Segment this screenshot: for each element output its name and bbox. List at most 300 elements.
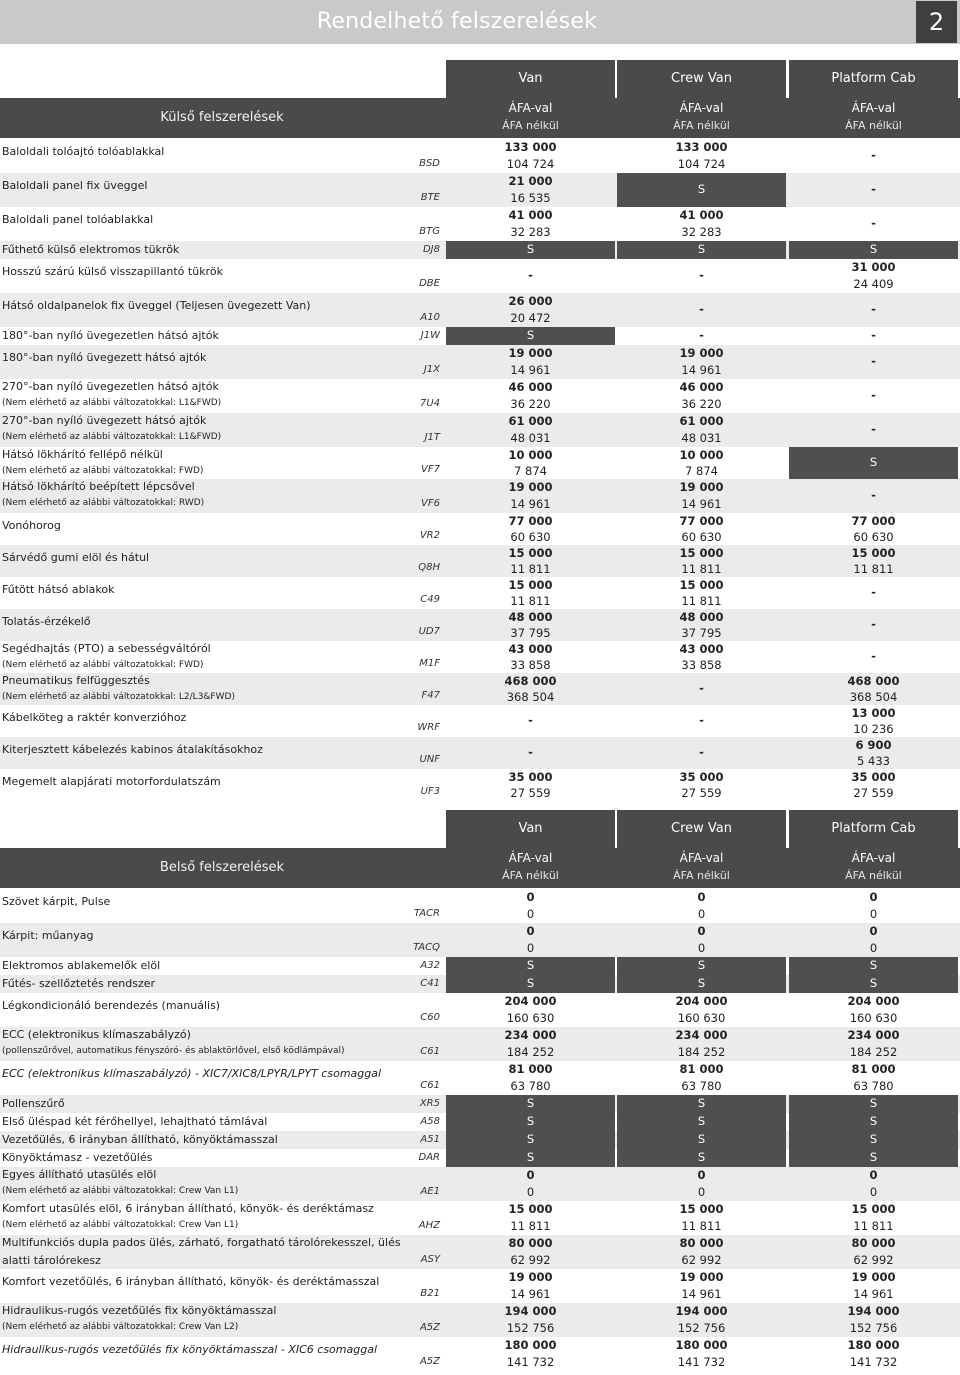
- equipment-row: [0, 1337, 960, 1371]
- price-without-vat: 32 283: [510, 225, 551, 239]
- price-without-vat: 160 630: [849, 1011, 898, 1025]
- option-code: F47: [421, 690, 440, 701]
- equipment-note: (pollenszűrővel, automatikus fényszóró- és ablaktörlővel, első ködlámpával): [2, 1046, 345, 1056]
- price-with-vat: 13 000: [851, 706, 896, 720]
- price-without-vat: 11 811: [510, 594, 551, 608]
- not-available-marker: -: [871, 617, 876, 631]
- price-without-vat: 0: [869, 907, 878, 921]
- price-with-vat: 0: [697, 890, 706, 904]
- equipment-name: Komfort utasülés elöl, 6 irányban állítható, könyök- és deréktámasz: [2, 1202, 374, 1215]
- equipment-note: (Nem elérhető az alábbi változatokkal: L2/L3&FWD): [2, 692, 235, 702]
- standard-marker: S: [526, 1096, 535, 1110]
- option-code: VF7: [421, 464, 440, 475]
- price-with-vat: 234 000: [847, 1028, 900, 1042]
- price-without-vat: 0: [526, 907, 535, 921]
- price-cell-crew-van: [617, 1235, 786, 1269]
- price-without-vat: 37 795: [510, 626, 551, 640]
- column-header-platform-cab: Platform Cab: [789, 810, 958, 848]
- price-with-vat: 10 000: [679, 448, 724, 462]
- price-without-vat: 368 504: [849, 690, 898, 704]
- price-without-vat: 0: [869, 941, 878, 955]
- equipment-name: Tolatás-érzékelő: [2, 615, 91, 628]
- price-cell-van: [446, 737, 615, 769]
- price-cell-crew-van: [617, 479, 786, 513]
- not-available-marker: -: [871, 302, 876, 316]
- equipment-note: (Nem elérhető az alábbi változatokkal: FWD): [2, 466, 204, 476]
- price-cell-van: [446, 889, 615, 923]
- option-code: J1W: [420, 330, 440, 341]
- price-without-vat: 11 811: [681, 1219, 722, 1233]
- price-without-vat: 60 630: [853, 530, 894, 544]
- price-with-vat: 180 000: [847, 1338, 900, 1352]
- equipment-row: [0, 673, 960, 705]
- price-cell-crew-van: [617, 139, 786, 173]
- page-number: 2: [916, 1, 957, 43]
- price-with-vat: 41 000: [679, 208, 724, 222]
- price-without-vat: 0: [697, 1185, 706, 1199]
- equipment-row: [0, 259, 960, 293]
- price-with-vat: 6 900: [855, 738, 892, 752]
- price-cell-crew-van: [617, 1113, 786, 1131]
- price-with-vat: 180 000: [675, 1338, 728, 1352]
- option-code: Q8H: [418, 562, 440, 573]
- without-vat-label: ÁFA nélkül: [673, 869, 730, 882]
- price-without-vat: 16 535: [510, 191, 551, 205]
- option-code: UD7: [418, 626, 440, 637]
- price-cell-platform-cab: [789, 923, 958, 957]
- price-without-vat: 368 504: [506, 690, 555, 704]
- price-with-vat: 19 000: [679, 480, 724, 494]
- price-cell-van: [446, 1095, 615, 1113]
- standard-marker: S: [869, 1150, 878, 1164]
- equipment-row: [0, 1095, 960, 1113]
- price-with-vat: 10 000: [508, 448, 553, 462]
- option-code: DJ8: [422, 244, 440, 255]
- price-with-vat: 19 000: [508, 480, 553, 494]
- option-code: TACQ: [413, 942, 440, 953]
- price-cell-crew-van: [617, 1201, 786, 1235]
- equipment-note: (Nem elérhető az alábbi változatokkal: RWD): [2, 498, 205, 508]
- price-cell-van: [446, 139, 615, 173]
- equipment-name: Komfort vezetőülés, 6 irányban állítható, könyök- és deréktámasszal: [2, 1275, 380, 1288]
- not-available-marker: -: [528, 713, 533, 727]
- option-code: WRF: [417, 722, 440, 733]
- price-cell-platform-cab: [789, 1303, 958, 1337]
- price-cell-crew-van: [617, 447, 786, 479]
- price-cell-crew-van: [617, 1027, 786, 1061]
- standard-marker: S: [697, 1150, 706, 1164]
- equipment-note: (Nem elérhető az alábbi változatokkal: Crew Van L2): [2, 1322, 239, 1332]
- equipment-row: [0, 139, 960, 173]
- price-cell-van: [446, 705, 615, 737]
- not-available-marker: -: [699, 745, 704, 759]
- price-without-vat: 62 992: [510, 1253, 551, 1267]
- price-with-vat: 41 000: [508, 208, 553, 222]
- standard-marker: S: [526, 1114, 535, 1128]
- equipment-row: [0, 207, 960, 241]
- equipment-row: [0, 379, 960, 413]
- price-without-vat: 62 992: [853, 1253, 894, 1267]
- equipment-row: [0, 293, 960, 327]
- price-without-vat: 62 992: [681, 1253, 722, 1267]
- exterior-equipment-label: Külső felszerelések: [160, 110, 284, 125]
- standard-marker: S: [869, 242, 878, 256]
- option-code: J1X: [423, 364, 440, 375]
- price-cell-van: [446, 609, 615, 641]
- price-with-vat: 21 000: [508, 174, 553, 188]
- price-with-vat: 43 000: [508, 642, 553, 656]
- price-cell-van: [446, 1235, 615, 1269]
- equipment-row: [0, 1149, 960, 1167]
- equipment-name: Kárpit: műanyag: [2, 929, 94, 942]
- standard-marker: S: [526, 1132, 535, 1146]
- equipment-row: [0, 577, 960, 609]
- option-code: ASY: [420, 1254, 440, 1265]
- price-cell-van: [446, 207, 615, 241]
- price-with-vat: 61 000: [508, 414, 553, 428]
- price-cell-platform-cab: [789, 1095, 958, 1113]
- price-without-vat: 63 780: [510, 1079, 551, 1093]
- price-cell-van: [446, 413, 615, 447]
- not-available-marker: -: [528, 268, 533, 282]
- price-cell-crew-van: [617, 769, 786, 801]
- standard-marker: S: [697, 1114, 706, 1128]
- option-code: DBE: [419, 278, 440, 289]
- equipment-note: (Nem elérhető az alábbi változatokkal: FWD): [2, 660, 204, 670]
- standard-marker: S: [869, 1096, 878, 1110]
- price-cell-crew-van: [617, 1061, 786, 1095]
- equipment-row: [0, 345, 960, 379]
- price-cell-platform-cab: [789, 413, 958, 447]
- equipment-name: Baloldali panel fix üveggel: [2, 179, 148, 192]
- standard-marker: S: [526, 1150, 535, 1164]
- price-cell-platform-cab: [789, 673, 958, 705]
- price-cell-platform-cab: [789, 139, 958, 173]
- price-with-vat: 81 000: [508, 1062, 553, 1076]
- price-cell-van: [446, 1113, 615, 1131]
- price-cell-platform-cab: [789, 1269, 958, 1303]
- option-code: C49: [420, 594, 440, 605]
- price-without-vat: 0: [697, 907, 706, 921]
- price-without-vat: 104 724: [677, 157, 726, 171]
- equipment-name: Elektromos ablakemelők elöl: [2, 959, 161, 972]
- price-with-vat: 81 000: [851, 1062, 896, 1076]
- equipment-name: Megemelt alapjárati motorfordulatszám: [2, 775, 221, 788]
- equipment-row: [0, 513, 960, 545]
- equipment-row: [0, 705, 960, 737]
- price-without-vat: 184 252: [677, 1045, 726, 1059]
- column-header-crew-van: Crew Van: [617, 810, 786, 848]
- option-code: UF3: [420, 786, 440, 797]
- standard-marker: S: [869, 1114, 878, 1128]
- price-without-vat: 36 220: [510, 397, 551, 411]
- column-header-crew-van: Crew Van: [617, 60, 786, 98]
- option-code: TACR: [414, 908, 440, 919]
- price-without-vat: 184 252: [849, 1045, 898, 1059]
- price-cell-platform-cab: [789, 447, 958, 479]
- with-vat-label: ÁFA-val: [679, 101, 724, 115]
- option-code: M1F: [419, 658, 440, 669]
- price-header-band: [0, 848, 960, 888]
- standard-marker: S: [697, 958, 706, 972]
- price-with-vat: 234 000: [504, 1028, 557, 1042]
- price-cell-crew-van: [617, 993, 786, 1027]
- price-cell-crew-van: [617, 1167, 786, 1201]
- price-cell-crew-van: [617, 1131, 786, 1149]
- price-cell-platform-cab: [789, 769, 958, 801]
- price-with-vat: 0: [526, 890, 535, 904]
- equipment-name: Fűtés- szellőztetés rendszer: [2, 977, 156, 990]
- equipment-row: [0, 923, 960, 957]
- equipment-name: Fűtött hátsó ablakok: [2, 583, 115, 596]
- price-cell-van: [446, 545, 615, 577]
- standard-marker: S: [697, 242, 706, 256]
- price-cell-platform-cab: [789, 975, 958, 993]
- price-without-vat: 7 874: [514, 464, 547, 478]
- price-with-vat: 15 000: [508, 578, 553, 592]
- price-cell-crew-van: [617, 975, 786, 993]
- price-cell-platform-cab: [789, 241, 958, 259]
- standard-marker: S: [526, 976, 535, 990]
- price-with-vat: 133 000: [504, 140, 557, 154]
- price-cell-crew-van: [617, 413, 786, 447]
- price-cell-platform-cab: [789, 1167, 958, 1201]
- price-with-vat: 35 000: [679, 770, 724, 784]
- equipment-name: 180°-ban nyíló üvegezetlen hátsó ajtók: [2, 329, 219, 342]
- not-available-marker: -: [871, 216, 876, 230]
- equipment-row: [0, 1201, 960, 1235]
- price-cell-platform-cab: [789, 993, 958, 1027]
- option-code: BTE: [420, 192, 440, 203]
- equipment-name: 270°-ban nyíló üvegezetlen hátsó ajtók: [2, 380, 219, 393]
- price-with-vat: 46 000: [508, 380, 553, 394]
- price-cell-van: [446, 1027, 615, 1061]
- price-without-vat: 33 858: [510, 658, 551, 672]
- option-code: A5Z: [419, 1356, 440, 1367]
- price-with-vat: 35 000: [508, 770, 553, 784]
- equipment-name: Segédhajtás (PTO) a sebességváltóról: [2, 642, 211, 655]
- equipment-row: [0, 975, 960, 993]
- standard-marker: S: [697, 182, 706, 196]
- price-cell-van: [446, 769, 615, 801]
- page-title: Rendelhető felszerelések: [316, 9, 598, 34]
- price-cell-crew-van: [617, 545, 786, 577]
- price-with-vat: 133 000: [675, 140, 728, 154]
- equipment-name: Szövet kárpit, Pulse: [2, 895, 111, 908]
- price-without-vat: 0: [526, 1185, 535, 1199]
- price-cell-crew-van: [617, 513, 786, 545]
- price-with-vat: 204 000: [847, 994, 900, 1008]
- price-cell-crew-van: [617, 737, 786, 769]
- price-with-vat: 48 000: [508, 610, 553, 624]
- not-available-marker: -: [699, 713, 704, 727]
- price-cell-van: [446, 1337, 615, 1371]
- equipment-name: Baloldali panel tolóablakkal: [2, 213, 154, 226]
- with-vat-label: ÁFA-val: [679, 851, 724, 865]
- price-without-vat: 14 961: [681, 497, 722, 511]
- price-without-vat: 24 409: [853, 277, 894, 291]
- not-available-marker: -: [699, 328, 704, 342]
- equipment-name: Fűthető külső elektromos tükrök: [2, 243, 180, 256]
- price-without-vat: 160 630: [506, 1011, 555, 1025]
- price-without-vat: 0: [697, 941, 706, 955]
- price-cell-platform-cab: [789, 1149, 958, 1167]
- option-code: UNF: [419, 754, 440, 765]
- price-with-vat: 77 000: [851, 514, 896, 528]
- price-with-vat: 26 000: [508, 294, 553, 308]
- price-without-vat: 141 732: [849, 1355, 898, 1369]
- price-cell-platform-cab: [789, 705, 958, 737]
- price-without-vat: 27 559: [853, 786, 894, 800]
- price-cell-crew-van: [617, 1095, 786, 1113]
- price-cell-platform-cab: [789, 207, 958, 241]
- price-cell-crew-van: [617, 673, 786, 705]
- price-without-vat: 7 874: [685, 464, 718, 478]
- equipment-name: ECC (elektronikus klímaszabályzó) - XIC7/XIC8/LPYR/LPYT csomaggal: [2, 1067, 382, 1080]
- equipment-note: (Nem elérhető az alábbi változatokkal: Crew Van L1): [2, 1186, 239, 1196]
- price-with-vat: 80 000: [508, 1236, 553, 1250]
- price-without-vat: 104 724: [506, 157, 555, 171]
- price-cell-crew-van: [617, 923, 786, 957]
- price-with-vat: 80 000: [851, 1236, 896, 1250]
- not-available-marker: -: [871, 488, 876, 502]
- standard-marker: S: [526, 242, 535, 256]
- equipment-name: Kábelköteg a raktér konverzióhoz: [2, 711, 187, 724]
- price-with-vat: 77 000: [508, 514, 553, 528]
- price-with-vat: 35 000: [851, 770, 896, 784]
- price-without-vat: 0: [869, 1185, 878, 1199]
- price-cell-platform-cab: [789, 889, 958, 923]
- option-code: C60: [420, 1012, 440, 1023]
- price-without-vat: 11 811: [681, 594, 722, 608]
- price-with-vat: 77 000: [679, 514, 724, 528]
- price-with-vat: 204 000: [504, 994, 557, 1008]
- equipment-name: Vonóhorog: [2, 519, 61, 532]
- price-cell-platform-cab: [789, 479, 958, 513]
- column-header-van: Van: [446, 810, 615, 848]
- price-with-vat: 15 000: [679, 1202, 724, 1216]
- price-without-vat: 152 756: [849, 1321, 898, 1335]
- without-vat-label: ÁFA nélkül: [845, 869, 902, 882]
- without-vat-label: ÁFA nélkül: [673, 119, 730, 132]
- equipment-row: [0, 545, 960, 577]
- page-header: [0, 0, 960, 44]
- price-with-vat: 0: [697, 924, 706, 938]
- standard-marker: S: [869, 455, 878, 469]
- price-cell-van: [446, 975, 615, 993]
- option-code: C61: [420, 1046, 440, 1057]
- option-code: AE1: [420, 1186, 440, 1197]
- option-code: AHZ: [418, 1220, 440, 1231]
- price-with-vat: 0: [869, 890, 878, 904]
- equipment-note: alatti tárolórekesz: [2, 1254, 101, 1267]
- with-vat-label: ÁFA-val: [851, 851, 896, 865]
- price-cell-crew-van: [617, 207, 786, 241]
- equipment-name: Hosszú szárú külső visszapillantó tükrök: [2, 265, 223, 278]
- price-with-vat: 0: [697, 1168, 706, 1182]
- equipment-name: Hátsó lökhárító beépített lépcsővel: [2, 480, 195, 493]
- price-with-vat: 194 000: [847, 1304, 900, 1318]
- price-without-vat: 20 472: [510, 311, 551, 325]
- price-with-vat: 0: [526, 924, 535, 938]
- price-cell-van: [446, 327, 615, 345]
- equipment-row: [0, 327, 960, 345]
- option-code: BSD: [419, 158, 440, 169]
- equipment-row: [0, 1167, 960, 1201]
- price-cell-van: [446, 577, 615, 609]
- price-without-vat: 60 630: [681, 530, 722, 544]
- equipment-note: (Nem elérhető az alábbi változatokkal: L1&FWD): [2, 432, 222, 442]
- not-available-marker: -: [871, 388, 876, 402]
- price-without-vat: 60 630: [510, 530, 551, 544]
- price-without-vat: 32 283: [681, 225, 722, 239]
- price-cell-van: [446, 259, 615, 293]
- price-cell-crew-van: [617, 345, 786, 379]
- price-with-vat: 19 000: [679, 1270, 724, 1284]
- price-without-vat: 11 811: [681, 562, 722, 576]
- not-available-marker: -: [699, 268, 704, 282]
- option-code: A58: [420, 1116, 440, 1127]
- equipment-name: Kiterjesztett kábelezés kabinos átalakításokhoz: [2, 743, 263, 756]
- price-with-vat: 194 000: [504, 1304, 557, 1318]
- price-with-vat: 46 000: [679, 380, 724, 394]
- equipment-row: [0, 1269, 960, 1303]
- option-code: A32: [420, 960, 440, 971]
- price-cell-platform-cab: [789, 1061, 958, 1095]
- standard-marker: S: [869, 1132, 878, 1146]
- price-cell-van: [446, 923, 615, 957]
- price-with-vat: 15 000: [679, 578, 724, 592]
- price-without-vat: 152 756: [677, 1321, 726, 1335]
- price-with-vat: 194 000: [675, 1304, 728, 1318]
- equipment-name: Első üléspad két férőhellyel, lehajtható támlával: [2, 1115, 268, 1128]
- option-code: 7U4: [419, 398, 440, 409]
- price-without-vat: 27 559: [510, 786, 551, 800]
- price-without-vat: 33 858: [681, 658, 722, 672]
- price-with-vat: 234 000: [675, 1028, 728, 1042]
- option-code: A5Z: [419, 1322, 440, 1333]
- price-with-vat: 15 000: [508, 546, 553, 560]
- price-cell-crew-van: [617, 1149, 786, 1167]
- price-cell-platform-cab: [789, 513, 958, 545]
- option-code: DAR: [418, 1152, 440, 1163]
- price-cell-crew-van: [617, 327, 786, 345]
- price-cell-platform-cab: [789, 327, 958, 345]
- price-cell-platform-cab: [789, 1201, 958, 1235]
- standard-marker: S: [697, 976, 706, 990]
- price-cell-van: [446, 1303, 615, 1337]
- price-cell-crew-van: [617, 889, 786, 923]
- price-without-vat: 14 961: [681, 1287, 722, 1301]
- price-cell-van: [446, 241, 615, 259]
- price-without-vat: 14 961: [681, 363, 722, 377]
- price-with-vat: 19 000: [508, 1270, 553, 1284]
- without-vat-label: ÁFA nélkül: [845, 119, 902, 132]
- price-with-vat: 180 000: [504, 1338, 557, 1352]
- column-header-van: Van: [446, 60, 615, 98]
- not-available-marker: -: [871, 422, 876, 436]
- price-cell-crew-van: [617, 609, 786, 641]
- option-code: BTG: [419, 226, 440, 237]
- equipment-row: [0, 889, 960, 923]
- price-cell-platform-cab: [789, 379, 958, 413]
- price-without-vat: 11 811: [510, 1219, 551, 1233]
- equipment-name: Egyes állítható utasülés elöl: [2, 1168, 157, 1181]
- option-code: J1T: [424, 432, 440, 443]
- not-available-marker: -: [871, 354, 876, 368]
- price-with-vat: 48 000: [679, 610, 724, 624]
- equipment-row: [0, 413, 960, 447]
